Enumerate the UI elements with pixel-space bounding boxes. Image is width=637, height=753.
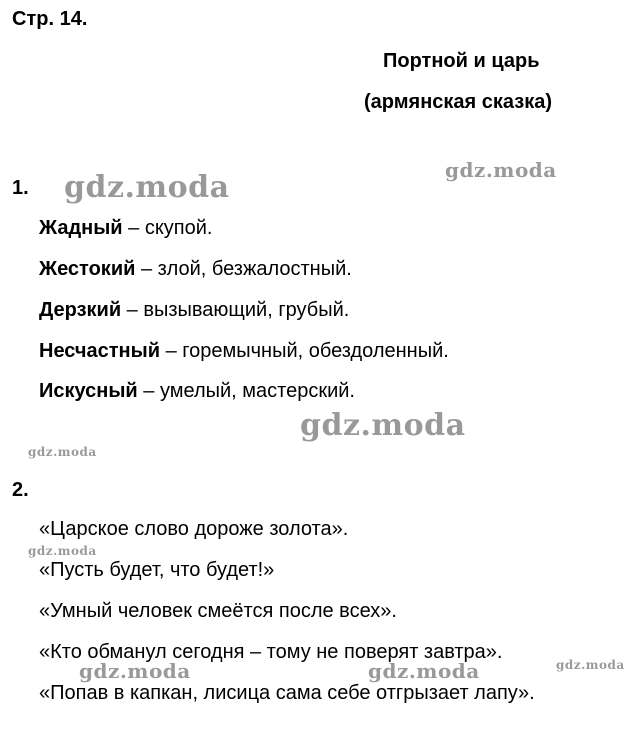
term: Жестокий: [39, 258, 136, 280]
definition-line-1: [39, 217, 213, 240]
watermark: gdz.moda: [79, 659, 191, 683]
definition: – злой, безжалостный.: [135, 258, 352, 280]
definition-line-5: [39, 380, 355, 403]
watermark: gdz.moda: [28, 445, 97, 459]
story-subtitle: (армянская сказка): [364, 91, 552, 113]
definition: – скупой.: [122, 217, 213, 239]
watermark: gdz.moda: [300, 408, 466, 443]
watermark: gdz.moda: [556, 658, 625, 672]
section-1-number: 1.: [12, 177, 29, 199]
watermark: gdz.moda: [64, 170, 230, 205]
term: Жадный: [39, 217, 123, 239]
story-title: Портной и царь: [383, 50, 540, 72]
proverb-line-4: «Кто обманул сегодня – тому не поверят завтра».: [39, 641, 503, 663]
watermark: gdz.moda: [28, 544, 97, 558]
watermark: gdz.moda: [368, 659, 480, 683]
proverb-line-5: «Попав в капкан, лисица сама себе отгрызает лапу».: [39, 682, 535, 704]
definition-line-3: [39, 299, 349, 322]
definition-line-4: [39, 340, 449, 363]
definition: – вызывающий, грубый.: [121, 299, 350, 321]
definition: – горемычный, обездоленный.: [160, 340, 449, 362]
definition: – умелый, мастерский.: [137, 380, 355, 402]
page-header: Стр. 14.: [12, 8, 88, 30]
term: Дерзкий: [39, 299, 122, 321]
proverb-line-3: «Умный человек смеётся после всех».: [39, 600, 397, 622]
term: Искусный: [39, 380, 138, 402]
definition-line-2: [39, 258, 352, 281]
section-2-number: 2.: [12, 479, 29, 501]
proverb-line-1: «Царское слово дороже золота».: [39, 518, 349, 540]
term: Несчастный: [39, 340, 161, 362]
watermark: gdz.moda: [445, 158, 557, 182]
proverb-line-2: «Пусть будет, что будет!»: [39, 559, 275, 581]
